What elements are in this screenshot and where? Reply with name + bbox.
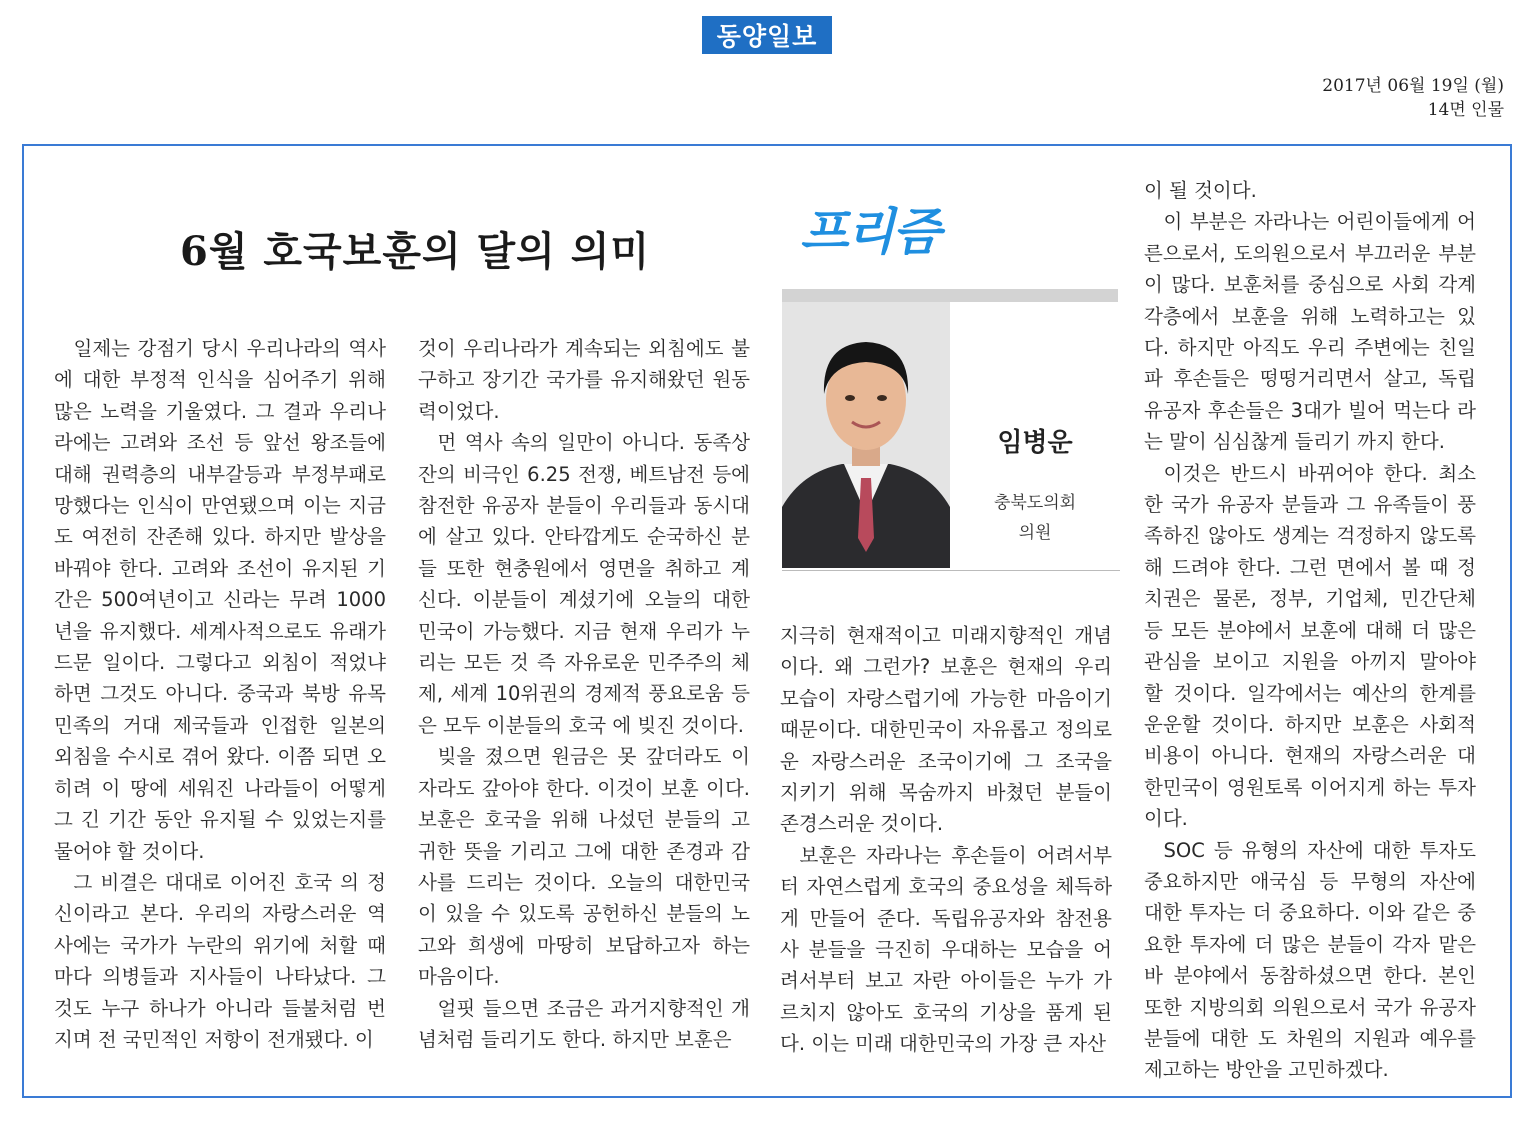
newspaper-masthead: 동양일보 xyxy=(702,16,832,54)
portrait-figure-icon xyxy=(782,302,950,568)
paragraph: 빚을 졌으면 원금은 못 갚더라도 이자라도 갚아야 한다. 이것이 보훈 이다. 보훈은 호국을 위해 나섰던 분들의 고귀한 뜻을 기리고 그에 대한 존경과 감사를 드리는 것이다. 오늘의 대한민국이 있을 수 있도록 공헌하신 분들의 노고와 희생에 마땅히 보답하고자 하는 마음이다. xyxy=(418,745,750,989)
author-box-divider xyxy=(782,570,1120,571)
paragraph: 보훈은 자라나는 후손들이 어려서부터 자연스럽게 호국의 중요성을 체득하게 만들어 준다. 독립유공자와 참전용사 분들을 극진히 우대하는 모습을 어려서부터 보고 자란 아이들은 누가 가르치지 않아도 호국의 기상을 품게 된다. 이는 미래 대한민국의 가장 큰 자산 xyxy=(780,843,1112,1056)
paragraph: 그 비결은 대대로 이어진 호국 의 정신이라고 본다. 우리의 자랑스러운 역사에는 국가가 누란의 위기에 처할 때마다 의병들과 지사들이 나타났다. 그것도 누구 하나가 아니라 들불처럼 번지며 전 국민적인 저항이 전개됐다. 이 xyxy=(54,870,386,1051)
paragraph: 것이 우리나라가 계속되는 외침에도 불구하고 장기간 국가를 유지해왔던 원동력이었다. xyxy=(418,337,750,423)
paragraph: 이 될 것이다. xyxy=(1144,179,1257,202)
paragraph: 지극히 현재적이고 미래지향적인 개념이다. 왜 그런가? 보훈은 현재의 우리 모습이 자랑스럽기에 가능한 마음이기 때문이다. 대한민국이 자유롭고 정의로운 자랑스러운 조국이기에 그 조국을 지키기 위해 목숨까지 바쳤던 분들이 존경스러운 것이다. xyxy=(780,624,1112,836)
article-column-4 xyxy=(1144,175,1476,1086)
column-logo: 프리즘 xyxy=(800,203,939,261)
paragraph: 얼핏 들으면 조금은 과거지향적인 개념처럼 들리기도 한다. 하지만 보훈은 xyxy=(418,996,750,1051)
page-section: 14면 인물 xyxy=(1427,100,1504,120)
paragraph: 일제는 강점기 당시 우리나라의 역사에 대한 부정적 인식을 심어주기 위해 많은 노력을 기울였다. 그 결과 우리나라에는 고려와 조선 등 앞선 왕조들에 대해 권력층의 내부갈등과 부정부패로 망했다는 인식이 만연됐으며 이는 지금도 여전히 잔존해 있다. 하지만 발상을 바꿔야 한다. 고려와 조선이 유지된 기간은 500여년이고 신라는 무려 1000년을 유지했다. 세계사적으로도 유래가 드문 일이다. 그렇다고 외침이 적었냐 하면 그것도 아니다. 중국과 북방 유목 민족의 거대 제국들과 인접한 일본의 외침을 수시로 겪어 왔다. 이쯤 되면 오히려 이 땅에 세워진 나라들이 어떻게 그 긴 기간 동안 유지될 수 있었는지를 물어야 할 것이다. xyxy=(54,337,386,863)
article-title: 6월 호국보훈의 달의 의미 xyxy=(180,228,651,275)
paragraph: 이것은 반드시 바뀌어야 한다. 최소한 국가 유공자 분들과 그 유족들이 풍족하진 않아도 생계는 걱정하지 않도록 해 드려야 한다. 그런 면에서 볼 때 정치권은 물론, 정부, 기업체, 민간단체 등 모든 분야에서 보훈에 대해 더 많은 관심을 보이고 지원을 아끼지 말아야 할 것이다. 일각에서는 예산의 한계를 운운할 것이다. 하지만 보훈은 사회적 비용이 아니다. 현재의 자랑스러운 대한민국이 영원토록 이어지게 하는 투자이다. xyxy=(1144,461,1476,831)
author-role-line: 충북도의회 xyxy=(993,493,1077,513)
dateline xyxy=(1322,74,1504,122)
article-column-3 xyxy=(780,620,1112,1060)
author-name: 임병운 xyxy=(997,428,1073,458)
author-portrait xyxy=(782,302,950,568)
paragraph: 먼 역사 속의 일만이 아니다. 동족상잔의 비극인 6.25 전쟁, 베트남전 등에 참전한 유공자 분들이 우리들과 동시대에 살고 있다. 안타깝게도 순국하신 분들 또한 현충원에서 영면을 취하고 계신다. 이분들이 계셨기에 오늘의 대한민국이 가능했다. 지금 현재 우리가 누리는 모든 것 즉 자유로운 민주주의 체제, 세계 10위권의 경제적 풍요로움 등은 모두 이분들의 호국 에 빚진 것이다. xyxy=(418,431,750,737)
article-column-2 xyxy=(418,333,750,1055)
paragraph: 이 부분은 자라나는 어린이들에게 어른으로서, 도의원으로서 부끄러운 부분이 많다. 보훈처를 중심으로 사회 각계 각층에서 보훈을 위해 노력하고는 있다. 하지만 아직도 우리 주변에는 친일파 후손들은 떵떵거리면서 살고, 독립유공자 후손들은 3대가 빌어 먹는다 라는 말이 심심찮게 들리기 까지 한다. xyxy=(1144,210,1476,454)
author-role-line: 의원 xyxy=(1018,523,1052,543)
paragraph: SOC 등 유형의 자산에 대한 투자도 중요하지만 애국심 등 무형의 자산에 대한 투자는 더 중요하다. 이와 같은 중요한 투자에 더 많은 분들이 각자 맡은 바 분야에서 동참하셨으면 한다. 본인 또한 지방의회 의원으로서 국가 유공자 분들에 대한 도 차원의 지원과 예우를 제고하는 방안을 고민하겠다. xyxy=(1144,838,1476,1082)
author-role xyxy=(960,488,1110,548)
publication-date: 2017년 06월 19일 (월) xyxy=(1322,76,1504,96)
article-column-1 xyxy=(54,333,386,1055)
